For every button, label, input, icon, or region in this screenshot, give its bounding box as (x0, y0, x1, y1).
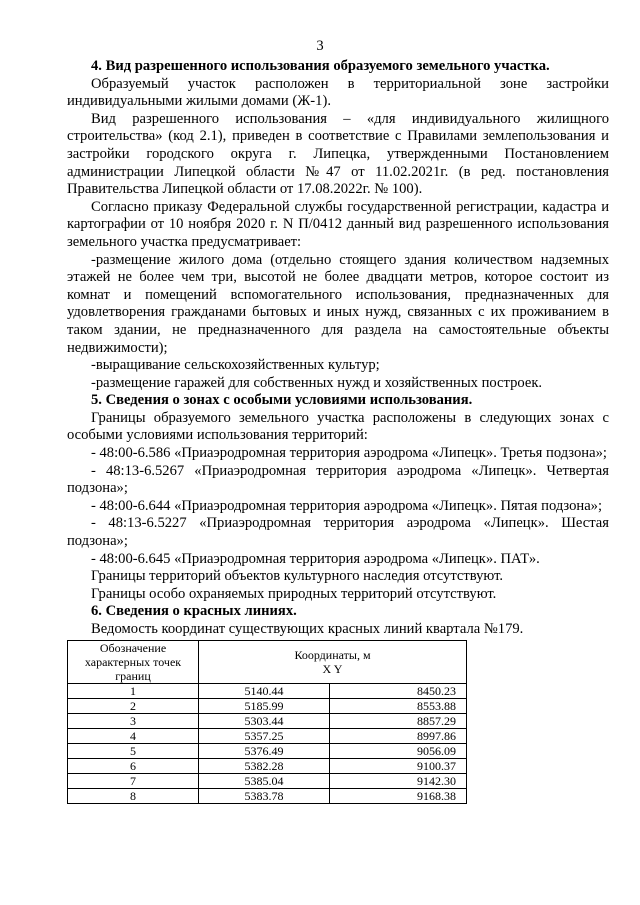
point-number: 6 (68, 758, 199, 773)
zone-item: - 48:00-6.586 «Приаэродромная территория аэродрома «Липецк». Третья подзона»; (91, 445, 607, 462)
table-row (68, 788, 467, 803)
header-coordinates-axes: X Y (322, 661, 343, 676)
coordinate-x: 5185.99 (199, 698, 330, 713)
table-row (68, 728, 467, 743)
coordinates-table (67, 640, 467, 804)
coordinate-y: 8450.23 (330, 683, 467, 698)
paragraph-protected: Границы особо охраняемых природных территорий отсутствуют. (91, 585, 497, 602)
coordinate-x: 5382.28 (199, 758, 330, 773)
section-6-heading: 6. Сведения о красных линиях. (91, 603, 297, 620)
section-4-heading: 4. Вид разрешенного использования образуемого земельного участка. (91, 58, 550, 74)
coordinate-x: 5376.49 (199, 743, 330, 758)
zone-item: - 48:13-6.5227 «Приаэродромная территория аэродрома «Липецк». Шестая подзона»; (67, 515, 609, 550)
zone-item: - 48:13-6.5267 «Приаэродромная территория аэродрома «Липецк». Четвертая подзона»; (67, 462, 609, 497)
coordinate-y: 8857.29 (330, 713, 467, 728)
document-body (67, 58, 609, 804)
section-5-heading: 5. Сведения о зонах с особыми условиями использования. (91, 392, 473, 409)
point-number: 8 (68, 788, 199, 803)
table-caption: Ведомость координат существующих красных линий квартала №179. (91, 621, 524, 637)
zone-item: - 48:00-6.645 «Приаэродромная территория аэродрома «Липецк». ПАТ». (91, 550, 540, 567)
point-number: 1 (68, 683, 199, 698)
point-number: 3 (68, 713, 199, 728)
coordinate-x: 5385.04 (199, 773, 330, 788)
table-header-row (68, 640, 467, 683)
paragraph-zone: Образуемый участок расположен в территориальной зоне застройки индивидуальными жилыми домами (Ж-1). (67, 75, 609, 110)
coordinate-x: 5383.78 (199, 788, 330, 803)
paragraph-use-type: Вид разрешенного использования – «для индивидуального жилищного строительства» (код 2.1), приведен в соответствие с Правилами землепользования и застройки городского округа г. Липецка, утвержденными Постановлением администрации Липецкой области №47 от 11.02.2021г. (в ред. постановления Правительства Липецкой области от 17.08.2022г. № 100). (67, 110, 609, 198)
table-row (68, 698, 467, 713)
point-number: 5 (68, 743, 199, 758)
coordinate-y: 9168.38 (330, 788, 467, 803)
coordinate-y: 9100.37 (330, 758, 467, 773)
point-number: 2 (68, 698, 199, 713)
point-number: 4 (68, 728, 199, 743)
list-item-house: -размещение жилого дома (отдельно стоящего здания количеством надземных этажей не более чем три, высотой не более двадцати метров, которое состоит из комнат и помещений вспомогательного использования, предназначенных для удовлетворения гражданами бытовых и иных нужд, связанных с их проживанием в таком здании, не предназначенного для раздела на самостоятельные объекты недвижимости); (67, 251, 609, 356)
coordinate-x: 5303.44 (199, 713, 330, 728)
header-point-designation: Обозначение характерных точек границ (68, 640, 199, 683)
coordinate-x: 5140.44 (199, 683, 330, 698)
coordinate-x: 5357.25 (199, 728, 330, 743)
header-coordinates (199, 640, 467, 683)
table-row (68, 683, 467, 698)
table-row (68, 773, 467, 788)
coordinate-y: 9142.30 (330, 773, 467, 788)
list-item-crops: -выращивание сельскохозяйственных культур; (91, 357, 380, 374)
paragraph-heritage: Границы территорий объектов культурного наследия отсутствуют. (91, 568, 504, 585)
paragraph-order: Согласно приказу Федеральной службы государственной регистрации, кадастра и картографии от 10 ноября 2020 г. N П/0412 данный вид разрешенного использования земельного участка предусматривает: (67, 198, 609, 250)
header-coordinates-label: Координаты, м (294, 647, 371, 662)
coordinate-y: 9056.09 (330, 743, 467, 758)
table-row (68, 743, 467, 758)
coordinate-y: 8997.86 (330, 728, 467, 743)
coordinate-y: 8553.88 (330, 698, 467, 713)
paragraph-zones-intro: Границы образуемого земельного участка расположены в следующих зонах с особыми условиями использования территорий: (67, 409, 609, 444)
list-item-garages: -размещение гаражей для собственных нужд и хозяйственных построек. (91, 374, 543, 391)
table-row (68, 713, 467, 728)
table-row (68, 758, 467, 773)
page-number: 3 (316, 38, 324, 54)
zone-item: - 48:00-6.644 «Приаэродромная территория аэродрома «Липецк». Пятая подзона»; (91, 497, 603, 514)
point-number: 7 (68, 773, 199, 788)
